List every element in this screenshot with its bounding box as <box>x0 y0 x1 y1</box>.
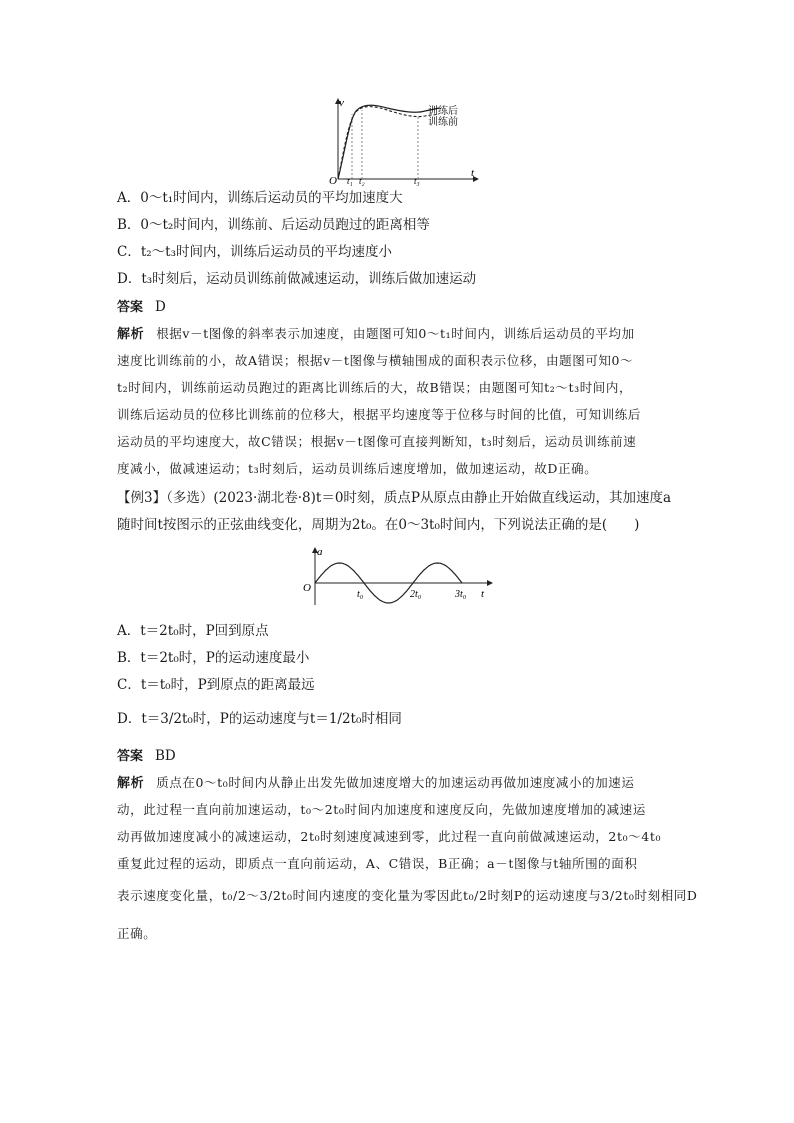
q1-analysis-line: 运动员的平均速度大，故C错误；根据v－t图像可直接判断知，t₃时刻后，运动员训练前速 <box>117 434 637 449</box>
q2-stem-line: 随时间t按图示的正弦曲线变化，周期为2t₀。在0～3t₀时间内，下列说法正确的是( ) <box>117 517 640 533</box>
at-origin-label: O <box>303 582 311 594</box>
q1-answer <box>117 297 166 318</box>
q2-answer-value: BD <box>155 748 176 764</box>
at-tick-3t0: 3t₀ <box>455 589 467 600</box>
q1-answer-value: D <box>155 299 166 315</box>
q1-option-d: D．t₃时刻后，运动员训练前做减速运动，训练后做加速运动 <box>117 271 477 287</box>
q2-analysis-line: 解析 质点在0～t₀时间内从静止出发先做加速度增大的加速运动再做加速度减小的加速运 <box>117 775 635 791</box>
q2-answer-label: 答案 <box>117 749 144 764</box>
at-axis-y-label: a <box>317 546 323 558</box>
q1-analysis-line: 速度比训练前的小，故A错误；根据v－t图像与横轴围成的面积表示位移，由题图可知0～ <box>117 353 634 368</box>
q2-option-c: C．t＝t₀时，P到原点的距离最远 <box>117 677 315 693</box>
q1-analysis-line: t₂时间内，训练前运动员跑过的距离比训练后的大，故B错误；由题图可知t₂～t₃时间内， <box>117 380 633 395</box>
q1-answer-label: 答案 <box>117 300 144 315</box>
q2-analysis-line: 正确。 <box>117 926 157 941</box>
legend-before-training: 训练前 <box>428 117 458 128</box>
q2-analysis-line: 动，此过程一直向前加速运动，t₀～2t₀时间内加速度和速度反向，先做加速度增加的减速运 <box>117 802 646 817</box>
vt-axis-y-label: v <box>339 97 344 109</box>
legend-after-training: 训练后 <box>428 106 458 117</box>
vt-tick-t3: t₃ <box>414 176 420 186</box>
q2-analysis-line: 表示速度变化量，t₀/2～3/2t₀时间内速度的变化量为零因此t₀/2时刻P的运动速度与3/2t₀时刻相同D <box>117 888 698 903</box>
at-tick-2t0: 2t₀ <box>410 589 422 600</box>
q1-analysis-label: 解析 <box>117 327 145 342</box>
q1-analysis-line: 训练后运动员的位移比训练前的位移大，根据平均速度等于位移与时间的比值，可知训练后 <box>117 407 642 422</box>
q1-option-b: B．0～t₂时间内，训练前、后运动员跑过的距离相等 <box>117 217 430 233</box>
at-tick-t0: t₀ <box>357 589 364 600</box>
q2-option-a: A．t＝2t₀时，P回到原点 <box>117 623 269 639</box>
q2-stem-line: 【例3】（多选）(2023·湖北卷·8)t＝0时刻，质点P从原点由静止开始做直线运动，其加速度a <box>117 490 672 506</box>
vt-tick-t1: t₁ <box>347 176 353 186</box>
q1-analysis-line: 解析 根据v－t图像的斜率表示加速度，由题图可知0～t₁时间内，训练后运动员的平均加 <box>117 326 635 342</box>
q1-analysis-line: 度减小，做减速运动；t₃时刻后，运动员训练后速度增加，做加速运动，故D正确。 <box>117 461 598 476</box>
q1-option-a: A．0～t₁时间内，训练后运动员的平均加速度大 <box>117 190 403 206</box>
q2-analysis-line: 重复此过程的运动，即质点一直向前运动，A、C错误，B正确；a－t图像与t轴所围的面积 <box>117 856 638 871</box>
vt-axis-x-label: t <box>471 167 475 179</box>
q2-answer <box>117 746 176 767</box>
at-graph <box>297 545 497 607</box>
q2-option-b: B．t＝2t₀时，P的运动速度最小 <box>117 650 310 666</box>
vt-origin-label: O <box>329 175 337 186</box>
q2-analysis-line: 动再做加速度减小的减速运动，2t₀时刻速度减速到零，此过程一直向前做减速运动，2t₀～4t₀ <box>117 829 662 844</box>
q2-option-d: D．t＝3/2t₀时，P的运动速度与t＝1/2t₀时相同 <box>117 711 402 727</box>
at-axis-x-label: t <box>481 588 485 600</box>
q2-analysis-label: 解析 <box>117 776 145 791</box>
vt-graph <box>325 96 485 186</box>
vt-tick-t2: t₂ <box>359 176 365 186</box>
q1-option-c: C．t₂～t₃时间内，训练后运动员的平均速度小 <box>117 244 393 260</box>
